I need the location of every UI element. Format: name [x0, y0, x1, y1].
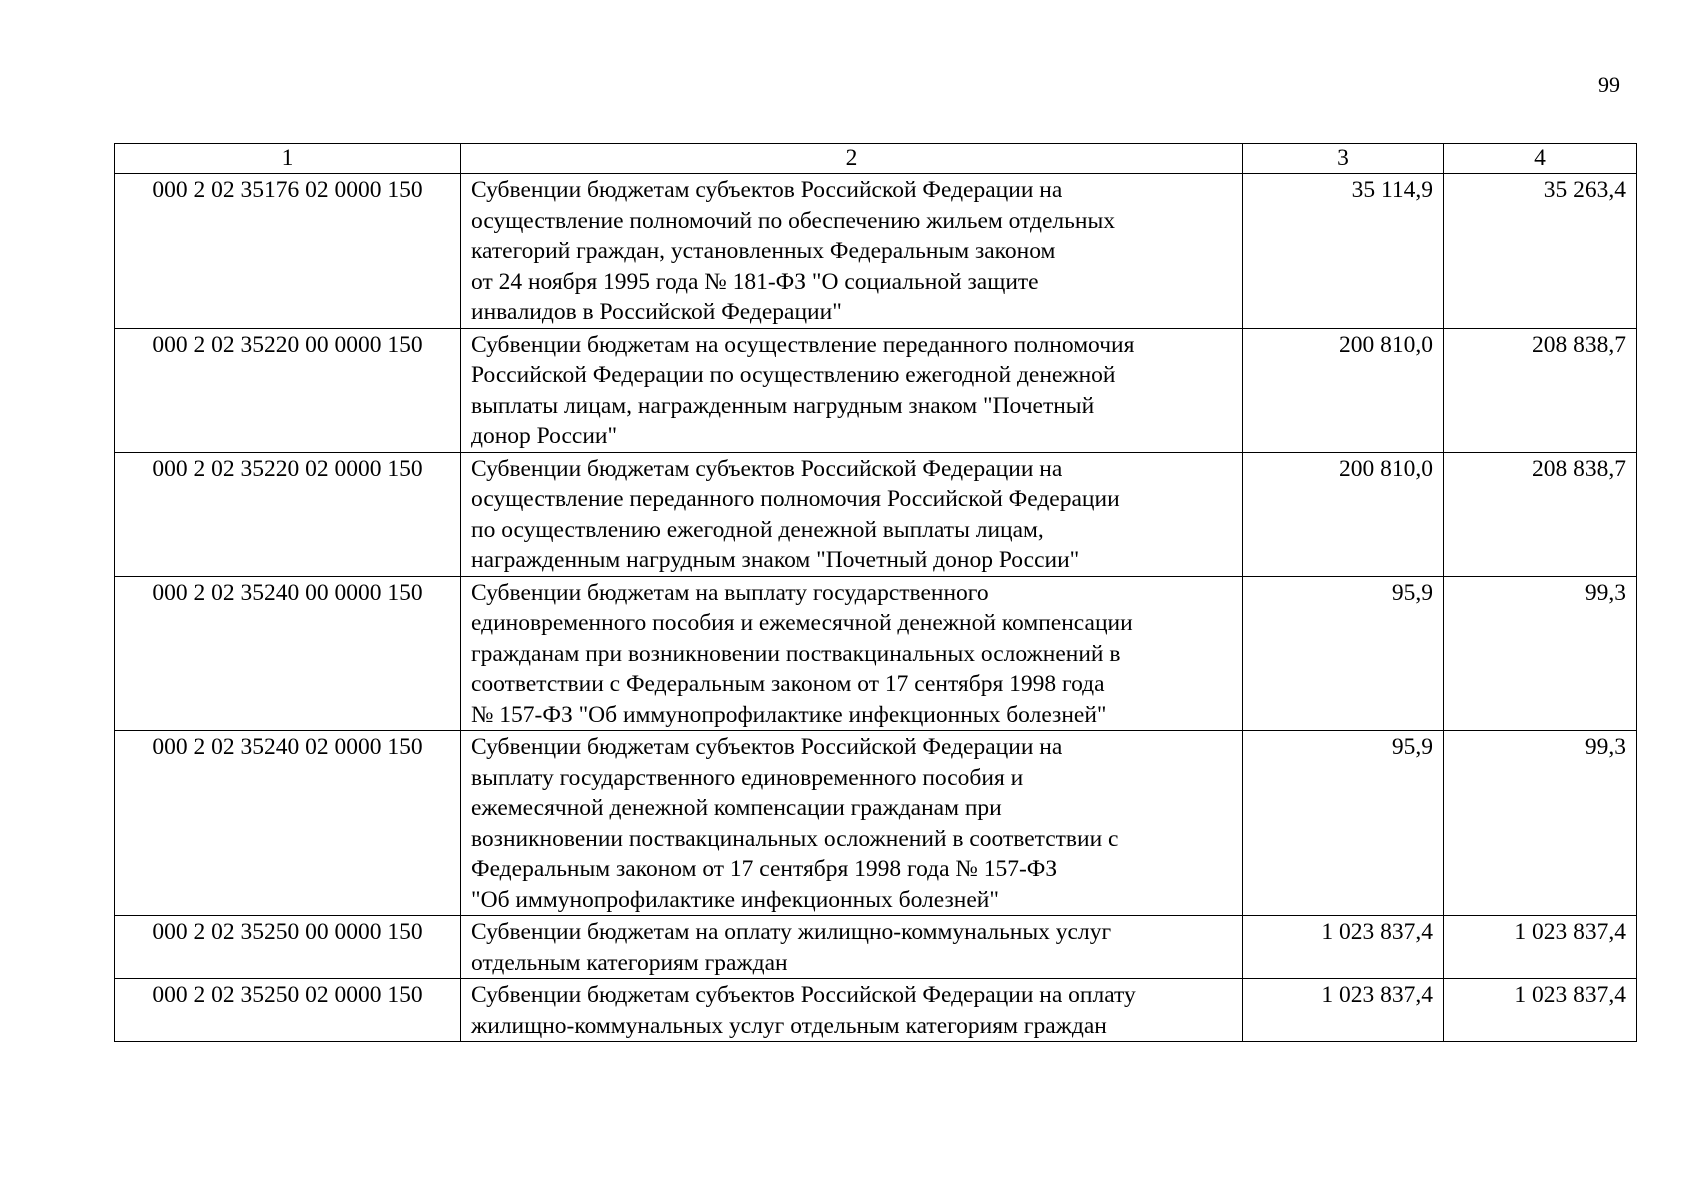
description-cell [461, 328, 1243, 452]
description-line: Российской Федерации по осуществлению ежегодной денежной [471, 362, 1116, 388]
amount-cell-col3: 35 114,9 [1243, 174, 1444, 329]
budget-code-cell: 000 2 02 35240 00 0000 150 [115, 576, 461, 731]
description-line: осуществление полномочий по обеспечению жильем отдельных [471, 207, 1115, 234]
amount-cell-col4: 99,3 [1444, 576, 1637, 731]
description-line: единовременного пособия и ежемесячной денежной компенсации [471, 610, 1133, 636]
description-cell [461, 576, 1243, 731]
header-row [115, 144, 1637, 174]
description-line: награжденным нагрудным знаком "Почетный донор России" [471, 547, 1080, 573]
description-cell [461, 452, 1243, 576]
description-line: от 24 ноября 1995 года № 181-ФЗ "О социальной защите [471, 268, 1039, 295]
description-cell [461, 916, 1243, 979]
amount-cell-col4: 1 023 837,4 [1444, 979, 1637, 1042]
amount-cell-col3: 200 810,0 [1243, 328, 1444, 452]
table-row [115, 328, 1637, 452]
table-row [115, 576, 1637, 731]
table-row [115, 174, 1637, 329]
description-line: категорий граждан, установленных Федеральным законом [471, 238, 1056, 264]
description-line: Субвенции бюджетам субъектов Российской Федерации на [471, 734, 1063, 760]
budget-code-cell: 000 2 02 35240 02 0000 150 [115, 731, 461, 916]
budget-code-cell: 000 2 02 35250 00 0000 150 [115, 916, 461, 979]
column-header-1: 1 [115, 144, 461, 174]
amount-cell-col3: 1 023 837,4 [1243, 916, 1444, 979]
description-cell [461, 174, 1243, 329]
description-line: соответствии с Федеральным законом от 17 сентября 1998 года [471, 671, 1105, 697]
table-row [115, 979, 1637, 1042]
description-line: жилищно-коммунальных услуг отдельным категориям граждан [471, 1012, 1107, 1039]
table-body [115, 174, 1637, 1042]
description-line: по осуществлению ежегодной денежной выплаты лицам, [471, 516, 1044, 543]
table-row [115, 452, 1637, 576]
description-line: № 157-ФЗ "Об иммунопрофилактике инфекционных болезней" [471, 701, 1107, 728]
description-cell [461, 731, 1243, 916]
description-line: Субвенции бюджетам на оплату жилищно-коммунальных услуг [471, 919, 1112, 945]
table-row [115, 916, 1637, 979]
description-line: инвалидов в Российской Федерации" [471, 299, 842, 325]
budget-code-cell: 000 2 02 35250 02 0000 150 [115, 979, 461, 1042]
description-line: ежемесячной денежной компенсации гражданам при [471, 795, 1002, 821]
description-line: донор России" [471, 423, 618, 449]
column-header-2: 2 [461, 144, 1243, 174]
budget-table [114, 143, 1637, 1042]
description-line: Субвенции бюджетам субъектов Российской Федерации на [471, 177, 1063, 203]
column-header-4: 4 [1444, 144, 1637, 174]
amount-cell-col4: 99,3 [1444, 731, 1637, 916]
amount-cell-col4: 35 263,4 [1444, 174, 1637, 329]
column-header-3: 3 [1243, 144, 1444, 174]
amount-cell-col3: 95,9 [1243, 576, 1444, 731]
amount-cell-col3: 200 810,0 [1243, 452, 1444, 576]
description-line: возникновении поствакцинальных осложнений в соответствии с [471, 825, 1119, 852]
description-cell [461, 979, 1243, 1042]
amount-cell-col3: 95,9 [1243, 731, 1444, 916]
description-line: выплаты лицам, награжденным нагрудным знаком "Почетный [471, 392, 1095, 419]
description-line: Субвенции бюджетам субъектов Российской Федерации на оплату [471, 982, 1136, 1008]
page-number: 99 [1598, 72, 1620, 97]
description-line: осуществление переданного полномочия Российской Федерации [471, 486, 1120, 512]
description-line: Федеральным законом от 17 сентября 1998 года № 157-ФЗ [471, 856, 1058, 882]
description-line: Субвенции бюджетам субъектов Российской Федерации на [471, 455, 1063, 482]
description-line: "Об иммунопрофилактике инфекционных болезней" [471, 886, 999, 913]
description-line: гражданам при возникновении поствакцинальных осложнений в [471, 640, 1121, 667]
budget-code-cell: 000 2 02 35176 02 0000 150 [115, 174, 461, 329]
description-line: Субвенции бюджетам на осуществление переданного полномочия [471, 331, 1135, 358]
budget-code-cell: 000 2 02 35220 00 0000 150 [115, 328, 461, 452]
amount-cell-col4: 1 023 837,4 [1444, 916, 1637, 979]
description-line: выплату государственного единовременного пособия и [471, 764, 1024, 791]
amount-cell-col4: 208 838,7 [1444, 328, 1637, 452]
description-line: отдельным категориям граждан [471, 949, 788, 976]
amount-cell-col4: 208 838,7 [1444, 452, 1637, 576]
amount-cell-col3: 1 023 837,4 [1243, 979, 1444, 1042]
budget-code-cell: 000 2 02 35220 02 0000 150 [115, 452, 461, 576]
table-row [115, 731, 1637, 916]
description-line: Субвенции бюджетам на выплату государственного [471, 579, 989, 606]
